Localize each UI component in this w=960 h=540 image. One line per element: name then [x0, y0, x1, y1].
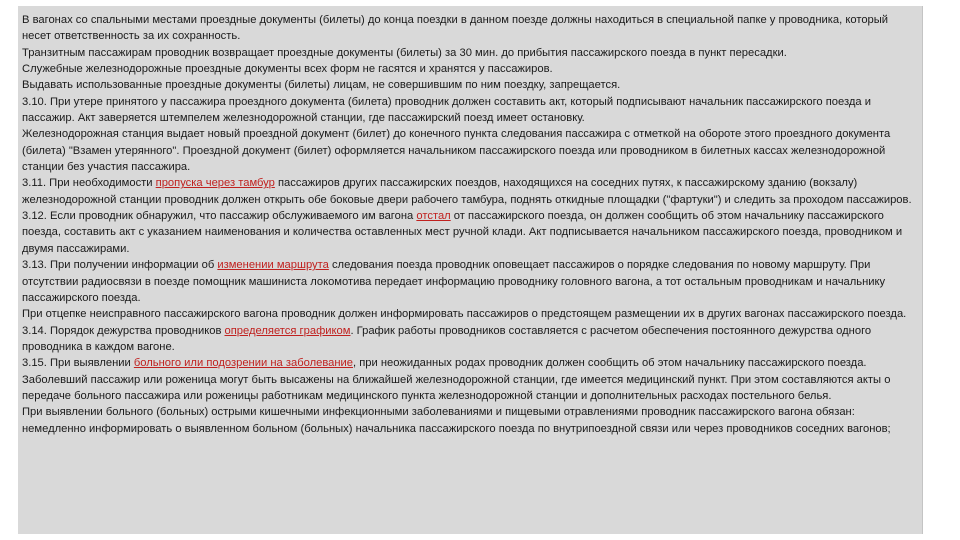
paragraph: [22, 306, 916, 322]
paragraph: [22, 94, 916, 127]
paragraph-text: 3.15. При выявлении: [22, 357, 134, 370]
paragraph-text: . График работы проводников составляется с расчетом обеспечения постоянного дежурства одного проводника в каждом вагоне.: [22, 324, 872, 353]
paragraph-text: При выявлении больного (больных) острыми кишечными инфекционными заболеваниями и пищевыми отравлениями проводник пассажирского вагона обязан:: [22, 406, 855, 419]
paragraph-text: Транзитным пассажирам проводник возвращает проездные документы (билеты) за 30 мин. до прибытия пассажирского поезда в пункт пересадки.: [22, 46, 787, 59]
paragraph-text: 3.10. При утере принятого у пассажира проездного документа (билета) проводник должен составить акт, который подписывают начальник пассажирского поезда и пассажир. Акт заверяется штемпелем железнодорожной станции, где пассажирский поезд имеет остановку.: [22, 95, 871, 125]
paragraph-text: Выдавать использованные проездные документы (билеты) лицам, не совершившим по ним поездку, запрещается.: [22, 79, 621, 92]
hyperlink[interactable]: пропуска через тамбур: [155, 177, 275, 190]
paragraph: [22, 126, 916, 175]
paragraph: [22, 12, 916, 45]
paragraph: [22, 404, 916, 420]
paragraph: [22, 77, 916, 93]
paragraph: [22, 323, 916, 356]
paragraph: [22, 421, 916, 437]
paragraph-text: 3.13. При получении информации об: [22, 259, 218, 272]
paragraph-text: , при неожиданных родах проводник должен сообщить об этом начальнику пассажирского поезда. Заболевший пассажир или роженица могут быть высажены на ближайшей железнодорожной станции, где имеется медицинский пункт. При этом составляются акты о передаче больного пассажира или роженицы работникам медицинского пункта железнодорожной станции и дополнительных расходах постельного белья.: [22, 357, 891, 402]
paragraph-text: В вагонах со спальными местами проездные документы (билеты) до конца поездки в данном поезде должны находиться в специальной папке у проводника, который несет ответственность за их сохранность.: [22, 14, 889, 43]
paragraph-text: следования поезда проводник оповещает пассажиров о порядке следования по новому маршруту. При отсутствии радиосвязи в поезде помощник машиниста локомотива передает информацию проводнику головного вагона, а тот остальным проводникам и начальнику пассажирского поезда.: [22, 259, 886, 304]
paragraph: [22, 355, 916, 404]
hyperlink[interactable]: изменении маршрута: [217, 259, 329, 272]
paragraph: [22, 175, 916, 208]
paragraph-text: Железнодорожная станция выдает новый проездной документ (билет) до конечного пункта следования пассажира с отметкой на обороте этого проездного документа (билета) "Взамен утерянного". Проездной документ (билет) оформляется начальником пассажирского поезда или проводником в билетных кассах железнодорожной станции без участия пассажира.: [22, 128, 891, 174]
paragraph-text: 3.11. При необходимости: [22, 177, 156, 190]
paragraph-text: пассажиров других пассажирских поездов, находящихся на соседних путях, к пассажирскому зданию (вокзалу) железнодорожной станции проводник должен открыть обе боковые двери рабочего тамбура, поднять откидные площадки ("фартуки") и следить за проходом пассажиров.: [22, 177, 912, 206]
paragraph-text: При отцепке неисправного пассажирского вагона проводник должен информировать пассажиров о предстоящем размещении их в других вагонах пассажирского поезда.: [22, 308, 907, 321]
paragraph-text: от пассажирского поезда, он должен сообщить об этом начальнику пассажирского поезда, составить акт с указанием наименования и количества оставленных мест ручной клади. Акт подписывается начальником пассажирского поезда, проводником и двумя пассажирами.: [22, 210, 903, 255]
paragraph: [22, 45, 916, 61]
hyperlink[interactable]: больного или подозрении на заболевание: [133, 357, 354, 370]
paragraph: [22, 257, 916, 306]
paragraph-text: 3.12. Если проводник обнаружил, что пассажир обслуживаемого им вагона: [22, 210, 417, 223]
document-panel: [18, 6, 923, 534]
hyperlink[interactable]: отстал: [416, 210, 451, 223]
paragraph: [22, 208, 916, 257]
paragraph-text: Служебные железнодорожные проездные документы всех форм не гасятся и хранятся у пассажиров.: [22, 63, 553, 76]
paragraph-text: 3.14. Порядок дежурства проводников: [22, 324, 225, 337]
paragraph-text: немедленно информировать о выявленном больном (больных) начальника пассажирского поезда по внутрипоездной связи или через проводников соседних вагонов;: [22, 422, 891, 435]
hyperlink[interactable]: определяется графиком: [224, 324, 351, 337]
document-text: [22, 12, 916, 437]
paragraph: [22, 61, 916, 77]
